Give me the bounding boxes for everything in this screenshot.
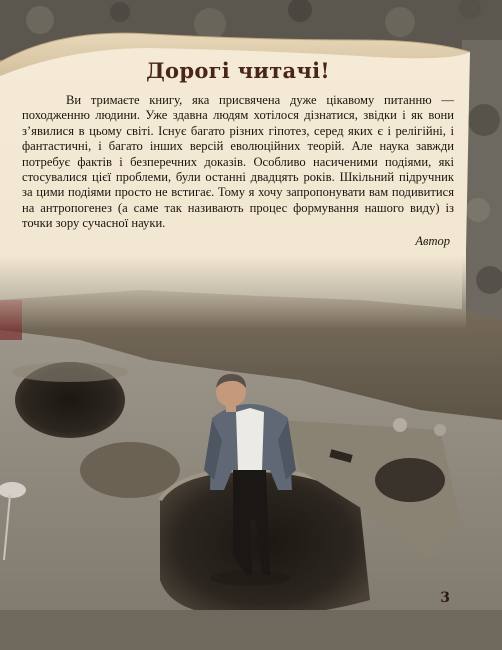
- page-title: Дорогі читачі!: [146, 58, 330, 83]
- preface-content: [22, 58, 454, 249]
- author-signature: Автор: [415, 233, 450, 248]
- page-number: 3: [440, 590, 450, 606]
- preface-paragraph: Ви тримаєте книгу, яка присвячена дуже цікавому питанню — походженню людини. Уже здавна людям хотілося дізнатися, звідки і як вони з’явилися в цьому світі. Існує багато різних гіпотез, серед яких є і релігійні, і фантастичні, і багато інших версій еволюційних теорій. Але наука завжди потребує фактів і безперечних доказів. Особливо насиченими подіями, які стосувалися цієї проблеми, були останні двадцять років. Шкільний підручник за цими подіями просто не встигає. Тому я хочу запропонувати вам подивитися на антропогенез (а саме так називають процес формування нашого виду) із точки зору сучасної науки.: [22, 93, 454, 231]
